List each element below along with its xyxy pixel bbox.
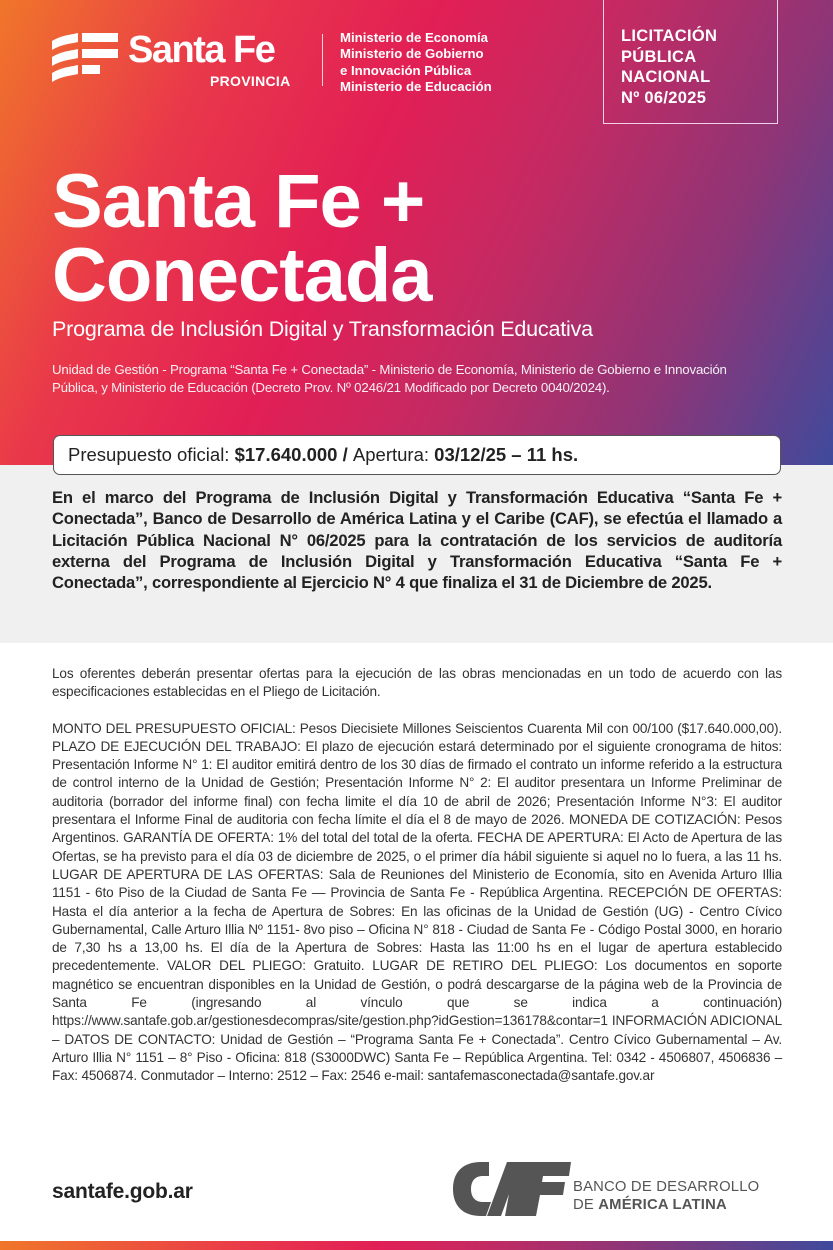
budget-summary-box — [53, 435, 781, 475]
ministry-line: Ministerio de Gobierno — [340, 46, 484, 62]
management-unit-text: Unidad de Gestión - Programa “Santa Fe + Conectada” - Ministerio de Economía, Ministerio de Gobierno e Innovación Pública, y Ministerio de Educación (Decreto Prov. Nº 0246/21 Modificado por Decreto 0040/2024). — [52, 362, 727, 395]
caf-mark-icon — [453, 1162, 571, 1216]
ministry-line: Ministerio de Educación — [340, 78, 492, 94]
caf-line-1: BANCO DE DESARROLLO — [573, 1179, 760, 1195]
website-link[interactable]: santafe.gob.ar — [52, 1180, 193, 1203]
tender-number-box — [603, 0, 778, 124]
tender-line: PÚBLICA — [621, 47, 697, 66]
program-subtitle: Programa de Inclusión Digital y Transformación Educativa — [52, 317, 593, 341]
title-line-2: Conectada — [52, 233, 432, 318]
body-paragraph-2: MONTO DEL PRESUPUESTO OFICIAL: Pesos Diecisiete Millones Seiscientos Cuarenta Mil con 00/100 ($17.640.000,00). PLAZO DE EJECUCIÓN DEL TRABAJO: El plazo de ejecución estará determinado por el siguiente cronograma de hitos: Presentación Informe N° 1: El auditor emitirá dentro de los 30 días de firmado el contrato un informe referido a la estructura de control interno de la Unidad de Gestión; Presentación Informe N° 2: El auditor presentara un Informe Preliminar de auditoria (borrador del informe final) con fecha limite el día 10 de abril de 2026; Presentación Informe N°3: El auditor presentara el Informe Final de auditoria con fecha límite el día el 8 de mayo de 2026. MONEDA DE COTIZACIÓN: Pesos Argentinos. GARANTÍA DE OFERTA: 1% del total del total de la oferta. FECHA DE APERTURA: El Acto de Apertura de las Ofertas, se ha previsto para el día 03 de diciembre de 2025, o el primer día hábil siguiente si aquel no lo fuera, a las 11 hs. LUGAR DE APERTURA DE LAS OFERTAS: Sala de Reuniones del Ministerio de Economía, sito en Avenida Arturo Illia 1151 - 6to Piso de la Ciudad de Santa Fe — Provincia de Santa Fe - República Argentina. RECEPCIÓN DE OFERTAS: Hasta el día anterior a la fecha de Apertura de Sobres: En las oficinas de la Unidad de Gestión (UG) - Centro Cívico Gubernamental, Calle Arturo Illia Nº 1151- 8vo piso – Oficina N° 818 - Ciudad de Santa Fe - Código Postal 3000, en horario de 7,30 hs a 13,00 hs. El día de la Apertura de Sobres: Hasta las 11:00 hs en el lugar de apertura establecido precedentemente. VALOR DEL PLIEGO: Gratuito. LUGAR DE RETIRO DEL PLIEGO: Los documentos en soporte magnético se encuentran disponibles en la Unidad de Gestión, o podrá descargarse de la página web de la Provincia de Santa Fe (ingresando al vínculo que se indica a continuación) https://www.santafe.gob.ar/gestionesdecompras/site/gestion.php?idGestion=136178&contar=1 INFORMACIÓN ADICIONAL – DATOS DE CONTACTO: Unidad de Gestión – “Programa Santa Fe + Conectada”. Centro Cívico Gubernamental – Av. Arturo Illia N° 1151 – 8° Piso - Oficina: 818 (S3000DWC) Santa Fe – República Argentina. Tel: 0342 - 4506807, 4506836 – Fax: 4506874. Conmutador – Interno: 2512 – Fax: 2546 e-mail: santafemasconectada@santafe.gov.ar — [52, 720, 782, 1084]
ministries-list — [340, 30, 492, 95]
caf-logo — [453, 1162, 773, 1220]
ministry-line: e Innovación Pública — [340, 62, 472, 78]
logo-wordmark: Santa Fe — [128, 29, 275, 71]
tender-line: Nº 06/2025 — [621, 88, 707, 107]
opening-label: Apertura: — [352, 444, 435, 465]
page-title — [52, 159, 432, 318]
header-divider — [322, 34, 323, 86]
budget-separator: / — [337, 444, 353, 465]
budget-label: Presupuesto oficial: — [68, 444, 235, 465]
body-paragraph-1: Los oferentes deberán presentar ofertas para la ejecución de las obras mencionadas en un todo de acuerdo con las especificaciones establecidas en el Pliego de Licitación. — [52, 666, 782, 700]
intro-paragraph: En el marco del Programa de Inclusión Digital y Transformación Educativa “Santa Fe + Conectada”, Banco de Desarrollo de América Latina y el Caribe (CAF), se efectúa el llamado a Licitación Pública Nacional N° 06/2025 para la contratación de los servicios de auditoría externa del Programa de Inclusión Digital y Transformación Educativa “Santa Fe + Conectada”, correspondiente al Ejercicio N° 4 que finaliza el 31 de Diciembre de 2025. — [52, 488, 782, 593]
logo-provincia: PROVINCIA — [210, 73, 291, 89]
tender-details — [52, 665, 782, 1086]
bottom-gradient-bar — [0, 1241, 833, 1250]
title-line-1: Santa Fe + — [52, 159, 425, 244]
tender-line: LICITACIÓN — [621, 27, 718, 45]
tender-line: NACIONAL — [621, 68, 711, 86]
caf-line-2: DE AMÉRICA LATINA — [573, 1196, 727, 1213]
caf-name — [573, 1179, 759, 1214]
santa-fe-flag-icon — [52, 33, 118, 87]
opening-value: 03/12/25 – 11 hs. — [434, 444, 579, 465]
budget-amount: $17.640.000 — [234, 444, 338, 465]
ministry-line: Ministerio de Economía — [340, 30, 489, 45]
santa-fe-logo — [52, 29, 292, 93]
